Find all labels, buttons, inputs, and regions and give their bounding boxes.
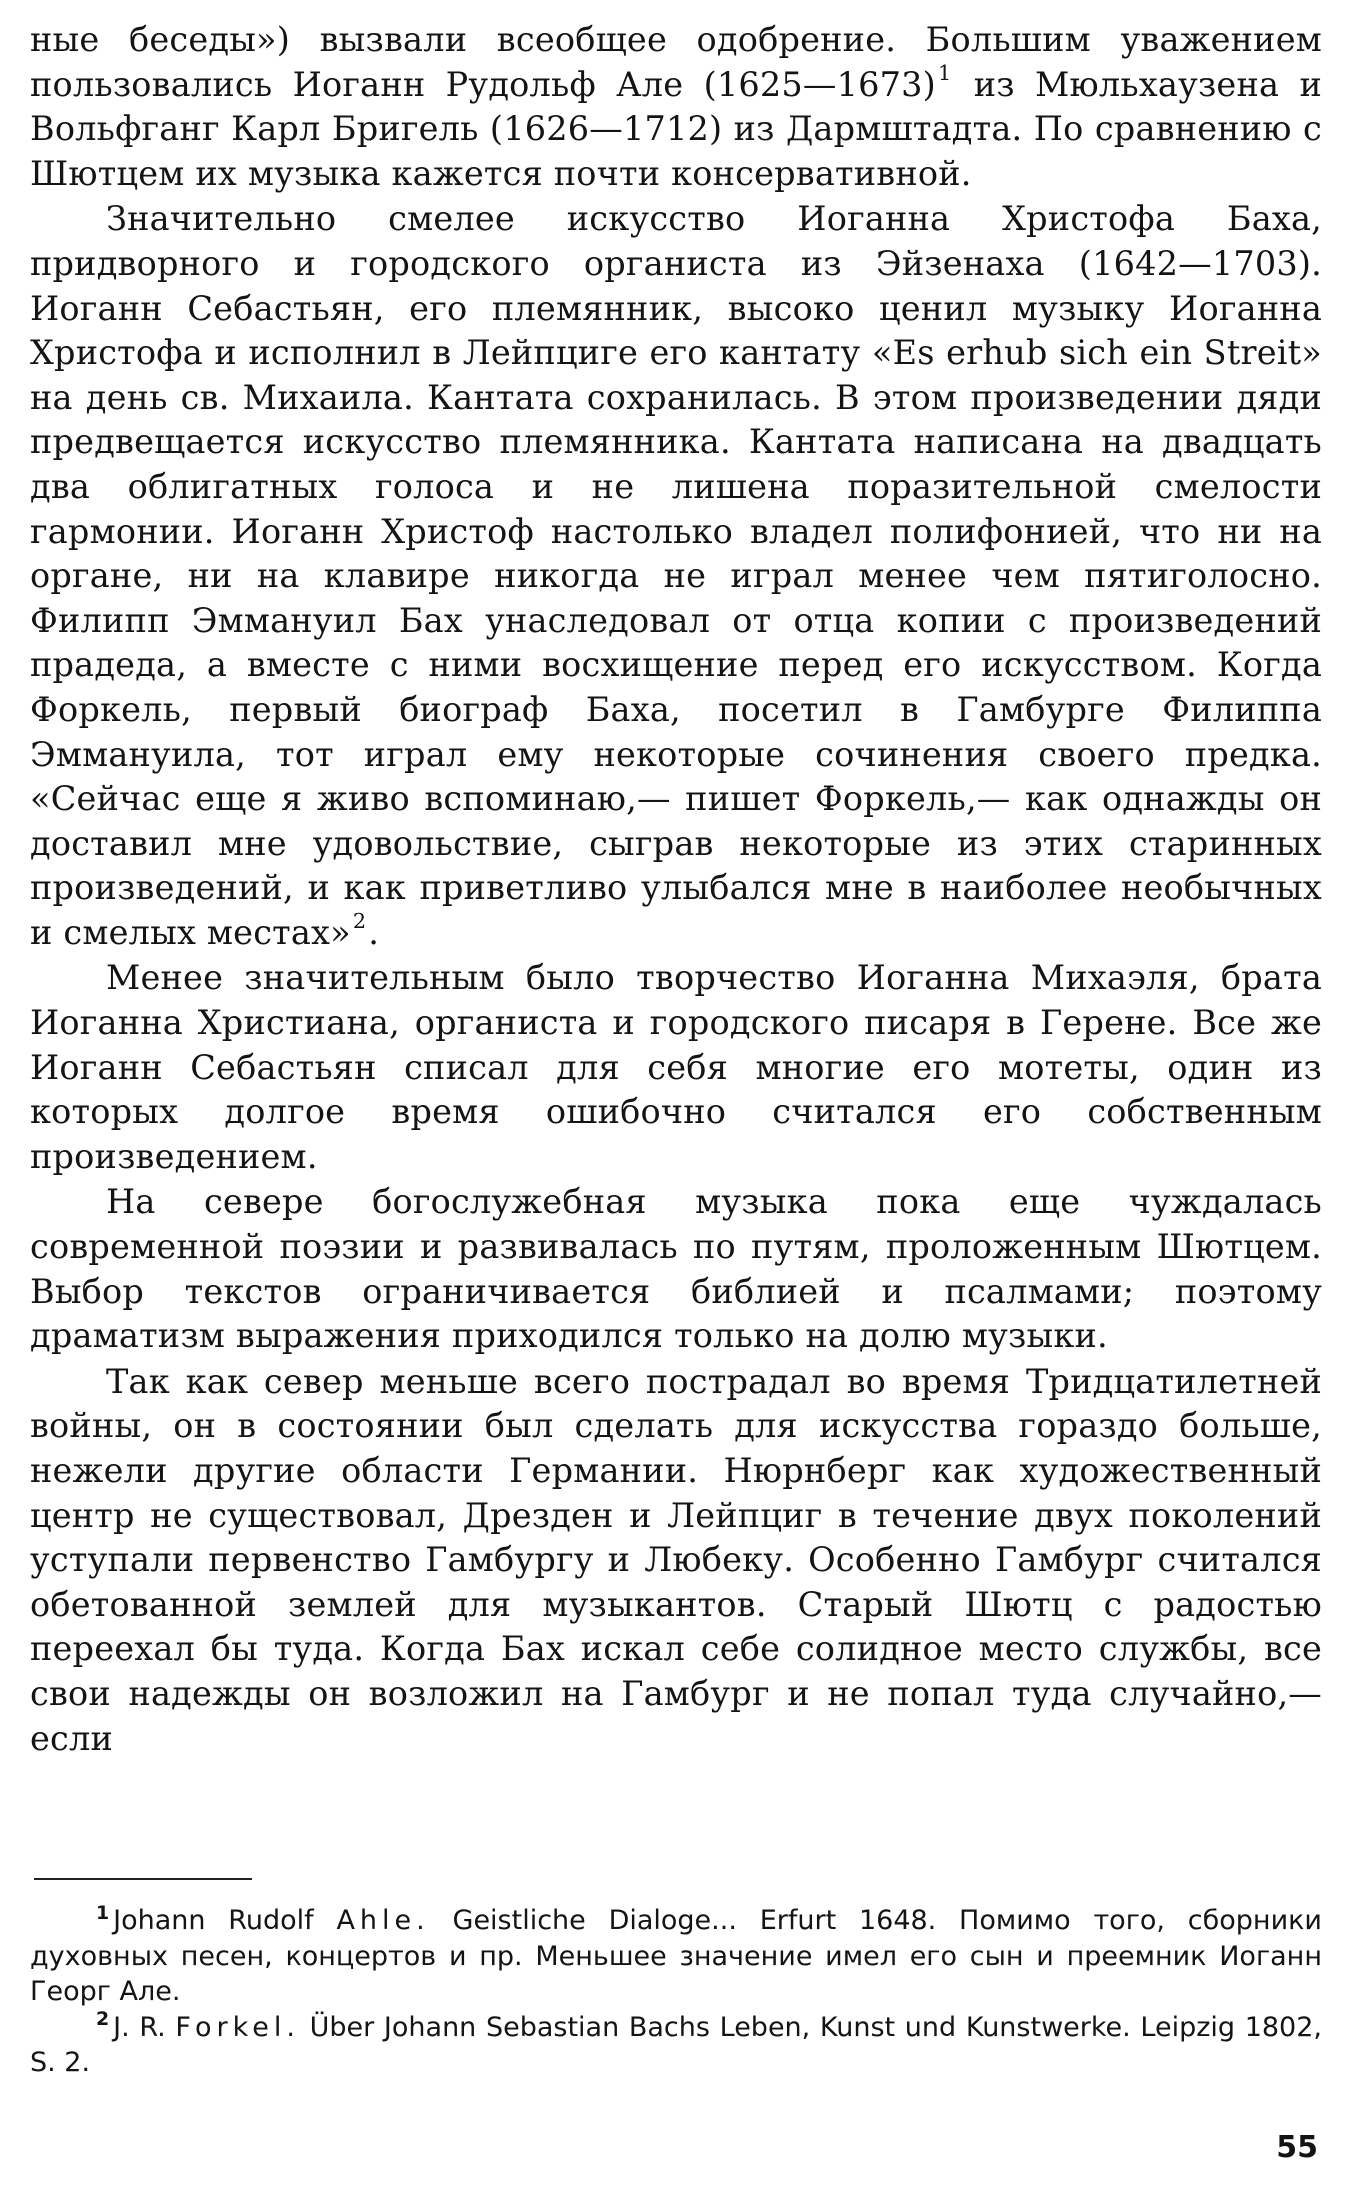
paragraph-text: На севере богослужебная музыка пока еще чуждалась современной поэзии и развивалась по путям, проложенным Шютцем. Выбор текстов ограничивается библией и псалмами; поэтому драматизм выражения приходился только на долю музыки. [30,1182,1322,1356]
book-page [30,18,1322,2178]
paragraph-text: Так как север меньше всего пострадал во время Тридцатилетней войны, он в состоянии был сделать для искусства гораздо больше, нежели другие области Германии. Нюрнберг как художественный центр не существовал, Дрезден и Лейпциг в течение двух поколений уступали первенство Гамбургу и Любеку. Особенно Гамбург считался обетованной землей для музыкантов. Старый Шютц с радостью переехал бы туда. Когда Бах искал себе солидное место службы, все свои надежды он возложил на Гамбург и не попал туда случайно,— если [30,1361,1322,1758]
footnote-ref-1: 1 [937,61,952,86]
footnote-text: Über Johann Sebastian Bachs Leben, Kunst und Kunstwerke. Leipzig 1802, S. 2. [30,2011,1322,2078]
footnote-author: J. R. [113,2011,166,2043]
paragraph-text: Менее значительным было творчество Иоганна Михаэля, брата Иоганна Христиана, органиста и городского писаря в Герене. Все же Иоганн Себастьян списал для себя многие его мотеты, один из которых долгое время ошибочно считался его собственным произведением. [30,958,1322,1176]
footnote-author: Johann Rudolf [113,1905,314,1936]
paragraph-text: ные беседы») вызвали всеобщее одобрение. Большим уважением пользовались Иоганн Рудольф Але (1625—1673) [30,20,1322,104]
paragraph-text-continued: из Мюльхаузена и Вольфганг Карл Бригель (1626—1712) из Дармштадта. По сравнению с Шютцем их музыка кажется почти консервативной. [30,64,1322,193]
page-number: 55 [1276,2130,1318,2165]
paragraph-2 [30,197,1322,955]
paragraph-text: Значительно смелее искусство Иоганна Христофа Баха, придворного и городского органиста из Эйзенаха (1642—1703). Иоганн Себастьян, его племянник, высоко ценил музыку Иоганна Христофа и исполнил в Лейпциге его кантату «Es erhub sich ein Streit» на день св. Михаила. Кантата сохранилась. В этом произведении дяди предвещается искусство племянника. Кантата написана на двадцать два облигатных голоса и не лишена поразительной смелости гармонии. Иоганн Христоф настолько владел полифонией, что ни на органе, ни на клавире никогда не играл менее чем пятиголосно. Филипп Эммануил Бах унаследовал от отца копии с произведений прадеда, а вместе с ними восхищение перед его искусством. Когда Форкель, первый биограф Баха, посетил в Гамбурге Филиппа Эммануила, тот играл ему некоторые сочинения своего предка. «Сейчас еще я живо вспоминаю,— пишет Форкель,— как однажды он доставил мне удовольствие, сыграв некоторые из этих старинных произведений, и как приветливо улыбался мне в наиболее необычных и смелых местах» [30,199,1322,952]
paragraph-4 [30,1180,1322,1358]
footnotes [30,1903,1322,2081]
footnote-ref-2: 2 [352,909,367,934]
footnote-1 [30,1903,1322,2010]
paragraph-text-continued: . [368,912,380,952]
paragraph-3 [30,956,1322,1179]
footnote-divider [34,1878,252,1880]
paragraph-1 [30,18,1322,196]
footnote-2 [30,2010,1322,2081]
paragraph-5 [30,1360,1322,1761]
footnote-mark: 1 [96,1901,110,1924]
footnote-mark: 2 [96,2008,110,2031]
main-text [30,18,1322,1761]
footnote-author-surname: Forkel. [175,2011,300,2043]
footnote-author-surname: Ahle. [336,1905,430,1936]
footnote-text: Geistliche Dialoge... Erfurt 1648. Помимо того, сборники духовных песен, концертов и пр. Меньшее значение имел его сын и преемник Иоганн Георг Але. [30,1905,1322,2007]
